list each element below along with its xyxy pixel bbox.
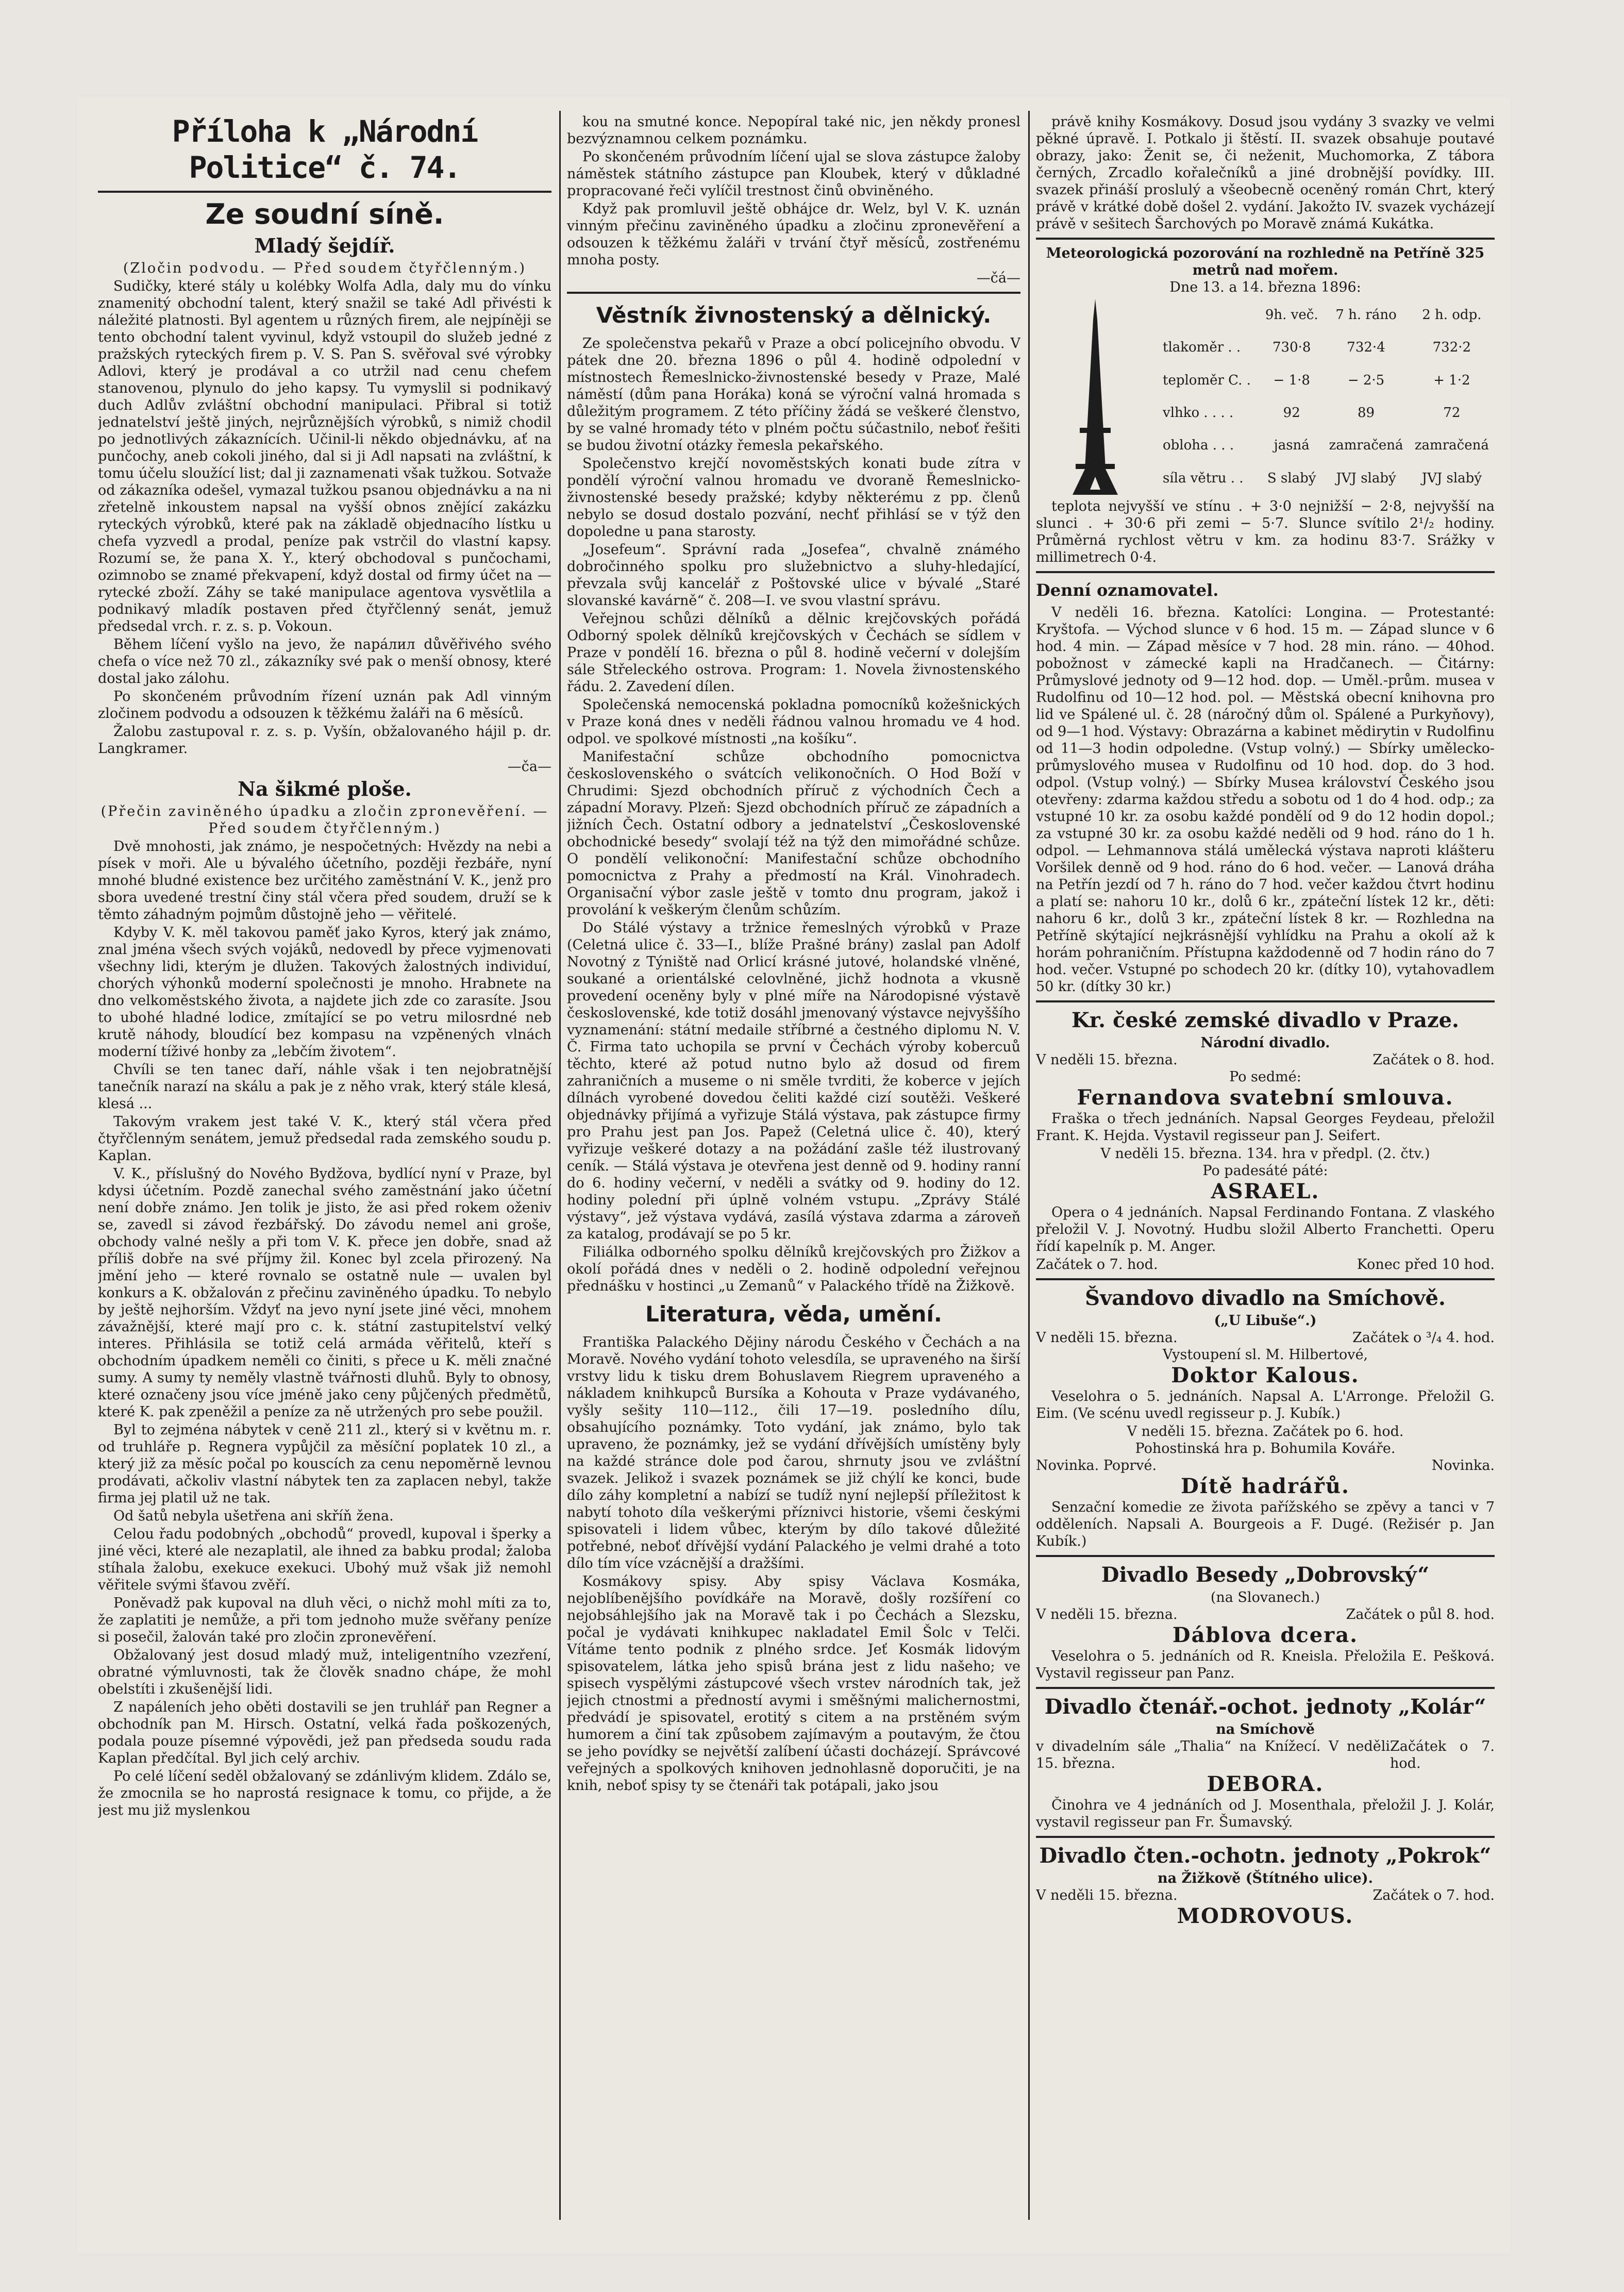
masthead-rule (98, 191, 551, 193)
play-title: Dáblova dcera. (1172, 1623, 1359, 1647)
paragraph: Z napáleních jeho oběti dostavili se jen truhlář pan Regner a obchodník pan M. Hirsch. Ostatní, velká řada poškozených, podala pouze písemné výpovědi, jež pan předseda soudu rada Kaplan předčítal. Byl jich celý archiv. (98, 1699, 551, 1766)
daily-notice-text: V neděli 16. března. Katolíci: Longina. — Protestanté: Kryštofa. — Východ slunce v 6 hod. 15 m. — Západ slunce v 6 hod. 4 min. — Západ měsíce v 7 hod. 28 min. ráno. — 40hod. pobožnost v zámecké kapli na Hradčanech. — Čitárny: Průmyslové jednoty od 9—12 hod. dop. — Uměl.-prům. musea v Rudolfinu od 10—12 hod. pol. — Městská obecní knihovna pro lid ve Spálené ul. č. 28 (náročný dům ol. Spálené a Purkyňovy), od 9—1 hod. Výstavy: Obrazárna a kabinet mědirytin v Rudolfinu od 11—3 hodin odpoledne. (Vstup volný.) — Sbírky umělecko-průmyslového musea v Rudolfinu od 10 hod. dop. do 3 hod. odpol. (Vstup volný.) — Sbírky Musea království Českého jsou otevřeny: zdarma každou středu a sobotu od 1 do 4 hod. odp.; za vstupné 10 kr. za osobu každé pondělí od 9 do 12 hodin dopol.; za vstupné 30 kr. za osobu každé neděli od 9 hod. ráno do 1 h. odpol. — Lehmannova stálá umělecká výstava naproti klášteru Voršilek denně od 9 hod. ráno do 6 hod. večer. — Lanová dráha na Petřín jezdí od 7 h. ráno do 7 hod. večer každou čtvrt hodinu a platí se: nahoru 10 kr., dolů 6 kr., zpáteční lístek 12 kr., děti: nahoru 6 kr., dolů 3 kr., zpáteční lístek 8 kr. — Rozhledna na Petříně skýtající nejkrásnější vyhlídku na Prahu a okolí až k horám pohraničním. Přístupna každodenně od 7 hodin ráno do 7 hod. večer. Vstupné po schodech 20 kr. (dítky 10), vytahovadlem 50 kr. (dítky 30 kr.) (1036, 605, 1495, 995)
theatre-name: Divadlo čtenář.-ochot. jednoty „Kolár“ (1044, 1695, 1486, 1719)
theatre-listing: Divadlo čten.-ochotn. jednoty „Pokrok“ na Žižkově (Štítného ulice). V neděli 15. března. Začátek o 7. hod. MODROVOUS. (1036, 1844, 1495, 1928)
masthead: Příloha k „Národní Politice“ č. 74. (172, 114, 478, 185)
column-3 (1036, 113, 1495, 2220)
paragraph: Po celé líčení seděl obžalovaný se zdánlivým klidem. Zdálo se, že zmocnila se ho naprostá resignace k tomu, co přijde, a že jest mu již myslenkou (98, 1768, 551, 1818)
theatre-listing: Divadlo čtenář.-ochot. jednoty „Kolár“ na Smíchově v divadelním sále „Thalia“ na Knížecí. V neděli 15. března. Začátek o 7. hod. DEBORA. Činohra ve 4 jednáních od J. Mosenthala, přeložil J. J. Kolár, vystavil regisseur pan Fr. Šumavský. (1036, 1695, 1495, 1830)
article-subtitle: (Přečin zaviněného úpadku a zločin zpronevěření. — Před soudem čtyřčlenným.) (101, 804, 549, 837)
table-row: tlakoměr . . 730·8 732·4 732·2 (1163, 340, 1471, 356)
paragraph: Sudičky, které stály u kolébky Wolfa Adla, daly mu do vínku znamenitý obchodní talent, který snažil se také Adl přivésti k náležité platnosti. Byl agentem u různých firem, ale nejpíněji se tento obchodní talent vyvinul, když vstoupil do služeb jedné z pražských ryteckých firem p. V. S. Pan S. svěřoval své výrobky Adlovi, který je prodával a co utržil nad cenu chefem stanovenou, plynulo do jeho kapsy. Tu vymyslil si podnikavý duch Adlův zvláštní obchodní manipulaci. Přibral si totiž jednatelství ještě jiných, nejrůznějších výrobků, s nimiž chodil po jednotlivých zákaznících. Učinil-li někdo objednávku, ať na punčochy, aneb cokoli jiného, dal si ji Adl napsati na zvláštní, k tomu účelu sloužící list; dal ji zaznamenati však tužkou. Sotvaže od zákazníka odešel, vymazal tužkou psanou objednávku a na ni zřetelně inkoustem napsal na vyšší obnos znějící zakázku ryteckých výrobků, které pak na základě objednacího lístku u chefa vyzvedl a prodal, peníze pak vstrčil do vlastní kapsy. Rozumí se, že pana X. Y., který obchodoval s punčochami, ozimnobo se znamé překvapení, když dostal od firmy účet na — rytecké zboží. Záhy se také manipulace agentova vysvětlila a podnikavý mladík postaven před čtyřčlenný senát, jemuž předsedal vrch. r. z. s. p. Vokoun. (98, 278, 551, 634)
section-rule (1036, 571, 1495, 573)
petrin-tower-icon (1064, 299, 1126, 495)
article-subtitle: (Zločin podvodu. — Před soudem čtyřčlenným.) (123, 260, 527, 276)
theatre-venue: Národní divadlo. (1200, 1035, 1330, 1051)
paragraph: Ze společenstva pekařů v Praze a obcí policejního obvodu. V pátek dne 20. března 1896 o půl 4. hodině odpolední v místnostech Řemeslnicko-živnostenské besedy v Praze, Malé náměstí (dům pana Horáka) koná se výroční valná hromada s důležitým programem. Z této příčiny žádá se veškeré členstvo, by se valné hromady této v plném počtu súčastnilo, neboť řešiti se budou životní otázky řemesla pekařského. (567, 336, 1020, 454)
daily-notice-title: Denní oznamovatel. (1036, 580, 1219, 600)
table-row: teploměr C. . − 1·8 − 2·5 + 1·2 (1163, 372, 1470, 388)
table-row: obloha . . . jasná zamračená zamračená (1163, 438, 1489, 454)
paragraph: Když pak promluvil ještě obhájce dr. Welz, byl V. K. uznán vinným přečinu zaviněného úpadku a zločinu zpronevěření a odsouzen k těžkému žaláři v trvání čtyř měsíců, zostřenému mnoha posty. (567, 201, 1020, 268)
meteo-title: Meteorologická pozorování na rozhledně na Petříně 325 metrů nad mořem. (1046, 245, 1485, 278)
theatre-name: Kr. české zemské divadlo v Praze. (1071, 1008, 1459, 1032)
paragraph: Filiálka odborného spolku dělníků krejčovských pro Žižkov a okolí pořádá dnes v neděli o 2. hodině odpolední veřejnou přednášku v hostinci „u Zemanů“ v Palackého třídě na Žižkově. (567, 1244, 1020, 1294)
meteo-note: teplota nejvyšší ve stínu . + 3·0 nejnižší − 2·8, nejvyšší na slunci . + 30·6 při zemi − 5·7. Slunce svítilo 2¹/₂ hodiny. Průměrná rychlost větru v km. za hodinu 83·7. Srážky v millimetrech 0·4. (1036, 498, 1495, 565)
theatre-name: Švandovo divadlo na Smíchově. (1085, 1286, 1446, 1310)
signature: —čá— (976, 270, 1020, 286)
paragraph: Dvě mnohosti, jak známo, je nespočetných: Hvězdy na nebi a písek v moři. Ale u bývalého účetního, později řezbáře, nyní mnohé bludné existence bez určitého zaměstnání V. K., jenž pro sbora uvedené trestní činy stál včera před soudem, druží se k těmto záhadným pojmům důstojně jeho — věřitelé. (98, 839, 551, 923)
article-title: Na šikmé ploše. (238, 777, 412, 800)
paragraph: Takovým vrakem jest také V. K., který stál včera před čtyřčlenným senátem, jemuž předsedal rada zemského soudu p. Kaplan. (98, 1114, 551, 1164)
paragraph: Manifestační schůze obchodního pomocnictva československého o svátcích velikonočních. O Hod Boží v Chrudimi: Sjezd obchodních příruč z východních Čech a západní Moravy. Plzeň: Sjezd obchodních příruč ze západních a jižních Čech. Ostatní odbory a jednatelství „Československé obchodnické besedy“ svolají též na týž den mimořádné schůze. O pondělí velikonoční: Manifestační schůze obchodního pomocnictva z Prahy a předmostí na Král. Vinohradech. Organisační výbor zasle ještě v tomto dnu program, jakož i provolání k veškerým členům schůzím. (567, 749, 1020, 918)
paragraph: Obžalovaný jest dosud mladý muž, inteligentního vzezření, obratné výmluvnosti, tak že člověk snadno chápe, že mohl obelstíti i zkušenější lidi. (98, 1647, 551, 1697)
section-rule (567, 292, 1020, 294)
section-title-literature: Literatura, věda, umění. (645, 1301, 942, 1327)
paragraph: Společenská nemocenská pokladna pomocníků kožešnických v Praze koná dnes v neděli řádnou valnou hromadu ve 4 hod. odpol. ve spolkové místnosti „na košíku“. (567, 697, 1020, 747)
play-title: DEBORA. (1207, 1772, 1324, 1796)
paragraph: Během líčení vyšlo na jevo, že napáлил důvěřivého svého chefa o více než 70 zl., zákazníky své pak o menší obnosy, které dostal jako zálohu. (98, 637, 551, 687)
theatre-listing: Divadlo Besedy „Dobrovský“ (na Slovanech.) V neděli 15. března. Začátek o půl 8. hod. Dáblova dcera. Veselohra o 5. jednáních od R. Kneisla. Přeložila E. Pešková. Vystavil regisseur pan Panz. (1036, 1563, 1495, 1681)
petrin-tower-illustration (1036, 299, 1154, 495)
paragraph: Celou řadu podobných „obchodů“ provedl, kupoval i šperky a jiné věci, které ale nezaplatil, ale ihned za babku prodal; žaloba stíhala žalobu, exekuce exekuci. Ubohý muž však již nemohl věřitele svými šťavou zvěří. (98, 1526, 551, 1593)
theatre-name: Divadlo čten.-ochotn. jednoty „Pokrok“ (1039, 1844, 1492, 1868)
paragraph: Do Stálé výstavy a tržnice řemeslných výrobků v Praze (Celetná ulice č. 33—I., blíže Prašné brány) zaslal pan Adolf Novotný z Týniště nad Orlicí krásné jutové, holandské vlněné, soukané a orientálské celovlněné, jichž hodnota a vkusně provedení oceněny byly v plné míře na Národopisné výstavě československé, kde totiž dosáhl jmenovaný výstavce nejvyššího vyznamenání: státní medaile stříbrné a čestného diplomu N. V. Č. Firma tato uchopila se první v Čechách výroby kobercuů těchto, které až potud nutno bylo až dosud od firem zahraničních a museme o ni směle tvrditi, že koberce v jejích dílnách vyrobené dovedou čeliti každé cizí soutěži. Veškeré objednávky přijímá a vyřizuje Stálá výstava, pak zástupce firmy pro Prahu jest pan Jos. Papež (Celetná ulice č. 40), který vyřizuje veškeré dotazy a na požádání zašle též ilustrovaný ceník. — Stálá výstava je otevřena jest denně od 9. hodiny ranní do 6. hodiny večerní, v neděli a svátky od 9. hodiny do 12. hodiny polední při úplně volném vstupu. „Zprávy Stálé výstavy“, jež výstava vydává, zasílá výstava zdarma a zároveň za katalog, prodávají se po 5 kr. (567, 920, 1020, 1242)
paragraph: „Josefeum“. Správní rada „Josefea“, chvalně známého dobročinného spolku pro služebnictvo a sluhy-hledající, převzala svůj kancelář z Poštovské ulice v bývalé „Staré slovanské kavárně“ č. 208—I. ve svou vlastní správu. (567, 542, 1020, 609)
section-title-trade: Věstník živnostenský a dělnický. (596, 303, 992, 328)
play-title: Doktor Kalous. (1171, 1363, 1360, 1387)
paragraph: Od šatů nebyla ušetřena ani skříň žena. (113, 1508, 394, 1524)
signature: —ča— (507, 759, 551, 775)
play-title: Dítě hadrářů. (1181, 1474, 1350, 1498)
column-rule-2 (1028, 111, 1030, 2220)
paragraph: Františka Palackého Dějiny národu Českého v Čechách a na Moravě. Nového vydání tohoto velesdíla, se upraveného na širší vrstvy lidu k tisku drem Bohuslavem Riegrem upraveného a nákladem knihkupců Bursíka a Kohouta v Praze vydávaného, vyšly sešity 110—112., čili 17—19. posledního dílu, obsahujícího poznámky. Toto vydání, jak známo, bylo tak upraveno, že poznámky, jež se vydání dřívějších umístěny byly na každé stránce dole pod čarou, shrnuty jsou ve zvláštní svazek. Jelikož i svazek poznámek se již chýlí ke konci, bude dílo záhy kompletní a nabízí se tudíž nyní nejlepší příležitost k nabytí tohoto díla veškerými příznivci historie, všemi českými spisovateli i lidem vůbec, kterým by dílo takové důležité potřebné, neboť dřívější vydání Palackého je velmi drahé a toto dílo tím více vzácnější a dražšími. (567, 1334, 1020, 1571)
play-title: Fernandova svatební smlouva. (1077, 1085, 1454, 1110)
theatre-listing: Kr. české zemské divadlo v Praze. Národní divadlo. V neděli 15. března. Začátek o 8. hod. Po sedmé: Fernandova svatební smlouva. Fraška o třech jednáních. Napsal Georges Feydeau, přeložil Frant. K. Hejda. Vystavil regisseur pan J. Seifert. V neděli 15. března. 134. hra v předpl. (2. čtv.) Po padesáté páté: ASRAEL. Opera o 4 jednáních. Napsal Ferdinando Fontana. Z vlaského přeložil V. J. Novotný. Hudbu složil Alberto Franchetti. Operu řídí kapelník p. M. Anger. Začátek o 7. hod. Konec před 10 hod. (1036, 1008, 1495, 1273)
table-row: vlhko . . . . 92 89 72 (1163, 405, 1461, 421)
paragraph: Veřejnou schůzi dělníků a dělnic krejčovských pořádá Odborný spolek dělníků krejčovských v Čechách se sídlem v Praze v pondělí 16. března o půl 8. hodině večerní v dolejším sále Střeleckého ostrova. Program: 1. Novela živnostenského řádu. 2. Zavedení dílen. (567, 611, 1020, 695)
paragraph: Společenstvo krejčí novoměstských konati bude zítra v pondělí výroční valnou hromadu ve dvoraně Řemeslnicko-živnostenské besedy pražské; kdyby některému z pp. členů nebylo se dosud dostalo pozvání, nechť přihlásí se v týž den dopoledne u pana starosty. (567, 456, 1020, 540)
section-rule (1036, 1000, 1495, 1002)
table-row: síla větru . . S slabý JVJ slabý JVJ slabý (1163, 470, 1482, 486)
play-title: MODROVOUS. (1177, 1904, 1354, 1928)
meteo-block (1036, 299, 1495, 495)
section-rule (1036, 1836, 1495, 1838)
column-1 (98, 113, 551, 2220)
column-2 (567, 113, 1020, 2220)
paragraph: Po skončeném průvodním líčení ujal se slova zástupce žaloby náměstek státního zástupce pan Kloubek, který v důkladné propracované řeči vylíčil trestnost činů obviněného. (567, 149, 1020, 199)
paragraph: Kdyby V. K. měl takovou paměť jako Kyros, který jak známo, znal jména všech svých vojáků, nedovedl by přece vyjmenovati všechny lidi, kterým je dlužen. Takových žalostných individuí, chorých výhonků moderní společnosti je mnoho. Hrabnete na dno velkoměstského života, a najdete jich zde co zarasíte. Jsou to ubohé hladné lodice, zmítající se po vetru milosrdné neb krutě náhody, bloudící bez kompasu na vzpěnených vlnách moderní tíživé honby za „lebčím životem“. (98, 925, 551, 1060)
paragraph: kou na smutné konce. Nepopíral také nic, jen někdy pronesl bezvýznamnou celkem poznámku. (567, 114, 1020, 147)
paragraph: Chvíli se ten tanec daří, náhle však i ten nejobratnější tanečník narazí na skálu a pak je z něho vrak, který stále klesá, klesá ... (98, 1062, 551, 1112)
paragraph: Žalobu zastupoval r. z. s. p. Vyšín, obžalovaného hájil p. dr. Langkramer. (98, 724, 551, 757)
theatre-name: Divadlo Besedy „Dobrovský“ (1101, 1563, 1430, 1587)
section-rule (1036, 1687, 1495, 1689)
paragraph: Po skončeném průvodním řízení uznán pak Adl vinným zločinem podvodu a odsouzen k těžkému žaláři na 6 měsíců. (98, 689, 551, 722)
section-rule (1036, 1555, 1495, 1557)
paragraph: Byl to zejména nábytek v ceně 211 zl., který si v květnu m. r. od truhláře p. Regnera vypůjčil za měsíční poplatek 10 zl., a který již za měsíc počal po kouscích za cenu nepoměrně levnou prodávati, ačkoliv vlastní nábytek ten za zaplacen nebyl, takže firma jej platil už ne tak. (98, 1422, 551, 1506)
article-title: Mladý šejdíř. (254, 234, 395, 257)
section-rule (1036, 1278, 1495, 1280)
section-title-court: Ze soudní síně. (205, 198, 444, 230)
meteo-table: 9h. več. 7 h. ráno 2 h. odp. tlakoměr . . 730·8 732·4 732·2 teploměr C. . − 1·8 − 2·5 + 1·2 vlhko . . . . 92 89 72 obloha . . . jasná zamračená zamračená síla větru . . S slabý JVJ slabý JVJ slabý (1160, 299, 1495, 495)
paragraph: Kosmákovy spisy. Aby spisy Václava Kosmáka, nejoblíbenějšího povídkáře na Moravě, došly rozšíření co nejobsáhlejšího jak na Moravě tak i po Čechách a Slezsku, počal je vydávati knihkupec nakladatel Emil Šolc v Telči. Vítáme tento podnik z plného srdce. Jeť Kosmák lidovým spisovatelem, látka jeho spisů brána jest z lidu našeho; ve spisech vyspělými zástupcové všech vrstev národních tak, jež jejich ctnostmi a předností avymi i směšnými malichernostmi, předvádí je spisovatel, erotitý s citem a na prstěném svým humorem a činí tak způsobem zajímavým a poutavým, že čtou se jeho povídky se největší zalíbení účasti docházejí. Správcové veřejných a spolkových knihoven jednohlasně doporučiti, je na knih, neboť spisy ty se čtenáři tak potápali, jako jsou (567, 1574, 1020, 1794)
paragraph: právě knihy Kosmákovy. Dosud jsou vydány 3 svazky ve velmi pěkné úpravě. I. Potkalo ji štěstí. II. svazek obsahuje poutavé obrazy, jako: Ženit se, či neženit, Muchomorka, Z tábora černých, Zrcadlo kořalečníků a jiné drobnější povídky. III. svazek přináší proslulý a všeobecně oceněný román Chrt, který právě v krátké době došel 2. vydání. Jakožto IV. svazek vycházejí právě v sešitech Šarchových po Moravě známá Kukátka. (1036, 114, 1495, 232)
paragraph: Poněvadž pak kupoval na dluh věci, o nichž mohl míti za to, že zaplatiti je nemůže, a při tom jednoho muže svěřany peníze si posečil, žalován také pro zločin zpronevěření. (98, 1595, 551, 1645)
meteo-dates: Dne 13. a 14. března 1896: (1169, 279, 1361, 295)
theatre-listing: Švandovo divadlo na Smíchově. („U Libuše“.) V neděli 15. března. Začátek o ³/₄ 4. hod. Vystoupení sl. M. Hilbertové, Doktor Kalous. Veselohra o 5. jednáních. Napsal A. L'Arronge. Přeložil G. Eim. (Ve scénu uvedl regisseur p. J. Kubík.) V neděli 15. března. Začátek po 6. hod. Pohostinská hra p. Bohumila Kováře. Novinka. Poprvé. Novinka. Dítě hadrářů. Senzační komedie ze života pařížského se zpěvy a tanci v 7 odděleních. Napsali A. Bourgeois a F. Dugé. (Režisér p. Jan Kubík.) (1036, 1286, 1495, 1549)
paragraph: V. K., příslušný do Nového Bydžova, bydlící nyní v Praze, byl kdysi účetním. Pozdě zanechal svého zaměstnání jako účetní není dobře známo. Jen tolik je jisto, že asi před rokem oženiv se, zavedl si závod řezbářský. Do závodu nemel ani groše, obchody valné nešly a při tom V. K. přece jen dobře, snad až příliš dobře na své příjmy žil. Konec byl zcela přirozený. Na jmění jeho — které rovnalo se ostatně nule — uvalen byl konkurs a K. obžalován z přečinu zaviněného úpadku. To nebylo by ještě nejhorším. Vždyť na jevo nyní jsete jiné věci, mnohem závažnější, které mají pro c. k. státní zastupitelství velký interes. Přihlásila se totiž celá armáda věřitelů, kteří s obchodním úpadkem neměli co činiti, s přece u K. měli značné sumy. A sumy ty neměly vlastně tvářnosti dluhů. Byly to obnosy, které označeny jsou více jméně jako ceny půjčených předmětů, které K. pak zpeněžil a peníze za ně utržených pro sebe použil. (98, 1166, 551, 1420)
section-rule (1036, 238, 1495, 240)
play-title: ASRAEL. (1211, 1179, 1320, 1203)
column-rule-1 (559, 111, 561, 2220)
